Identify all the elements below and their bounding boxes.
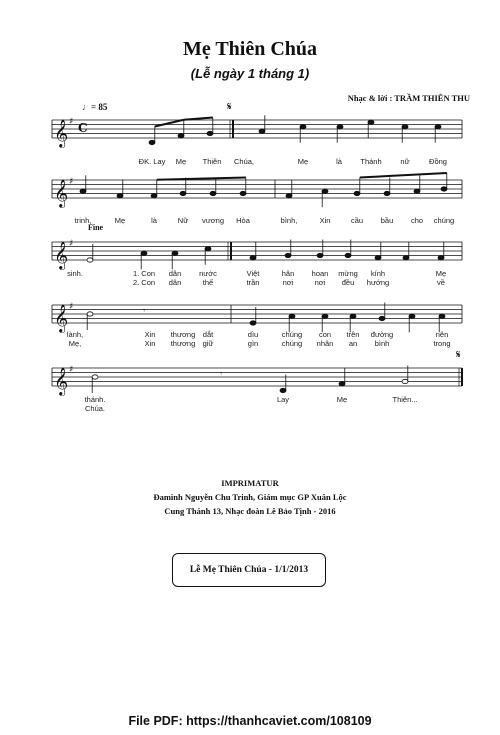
lyric-syllable: hoan: [311, 269, 329, 278]
note-head: [87, 312, 93, 316]
sharp-icon: ♯: [69, 117, 74, 127]
composer-credit: Nhạc & lời : TRẦM THIÊN THU: [347, 93, 470, 103]
note-head: [240, 191, 246, 195]
note-head: [280, 388, 286, 392]
note-head: [149, 140, 155, 144]
lyric-syllable: Thiên: [202, 157, 222, 166]
lyric-syllable: cho: [410, 216, 424, 225]
lyric-syllable: giữ: [202, 339, 214, 348]
note-head: [384, 191, 390, 195]
beam: [155, 120, 184, 127]
lyric-syllable: sinh.: [67, 269, 83, 278]
note-head: [435, 125, 441, 129]
lyric-syllable: con: [318, 330, 332, 339]
note-head: [207, 131, 213, 135]
segno-icon: 𝄋: [227, 100, 232, 113]
lyric-syllable: thương: [170, 339, 196, 348]
lyric-syllable: Mẹ: [435, 269, 447, 278]
treble-clef-icon: 𝄞: [54, 304, 69, 332]
note-head: [289, 314, 295, 318]
occasion-box: [172, 553, 326, 587]
note-head: [92, 375, 98, 379]
note-head: [402, 379, 408, 383]
lyric-syllable: Xin: [144, 339, 156, 348]
note-head: [322, 189, 328, 193]
note-head: [339, 382, 345, 386]
sharp-icon: ♯: [69, 177, 74, 187]
treble-clef-icon: 𝄞: [54, 119, 69, 147]
lyric-syllable: Mẹ: [297, 157, 309, 166]
lyric-syllable: nơi: [314, 278, 326, 287]
note-head: [205, 247, 211, 251]
lyric-syllable: kính: [370, 269, 386, 278]
lyric-syllable: thánh.: [84, 395, 106, 404]
lyric-syllable: chúng: [433, 216, 455, 225]
lyric-syllable: là: [336, 157, 342, 166]
lyric-syllable: 2. Con: [132, 278, 156, 287]
beam: [360, 173, 447, 178]
lyric-syllable: là: [151, 216, 157, 225]
lyric-syllable: nhân: [316, 339, 334, 348]
note-head: [250, 256, 256, 260]
note-head: [180, 191, 186, 195]
sharp-icon: ♯: [69, 239, 74, 249]
note-head: [438, 256, 444, 260]
lyric-syllable: Lay: [276, 395, 290, 404]
note-head: [259, 129, 265, 133]
lyric-syllable: trần: [246, 278, 260, 287]
lyric-syllable: hướng: [366, 278, 390, 287]
note-head: [439, 314, 445, 318]
note-head: [414, 189, 420, 193]
lyric-syllable: trong: [433, 339, 451, 348]
eighth-rest-icon: 𝄾: [143, 306, 146, 315]
note-head: [337, 125, 343, 129]
lyric-syllable: đều: [341, 278, 355, 287]
segno-icon: 𝄋: [456, 348, 461, 361]
pdf-link-footer[interactable]: File PDF: https://thanhcaviet.com/108109: [128, 714, 372, 728]
lyric-syllable: hân: [281, 269, 295, 278]
note-head: [441, 187, 447, 191]
note-head: [300, 125, 306, 129]
lyric-syllable: dắt: [202, 330, 214, 339]
song-title: Mẹ Thiên Chúa: [182, 38, 318, 60]
note-head: [350, 314, 356, 318]
lyric-syllable: thương: [170, 330, 196, 339]
tempo-mark: ♩= 85: [82, 102, 108, 112]
note-head: [117, 194, 123, 198]
lyric-syllable: bình: [374, 339, 390, 348]
lyric-syllable: Xin: [319, 216, 331, 225]
note-head: [151, 194, 157, 198]
note-head: [210, 191, 216, 195]
lyric-syllable: Mẹ: [175, 157, 187, 166]
note-head: [409, 314, 415, 318]
lyric-syllable: dân: [168, 278, 182, 287]
lyric-syllable: 1. Con: [132, 269, 156, 278]
lyric-syllable: dìu: [247, 330, 259, 339]
lyric-syllable: trên: [346, 330, 360, 339]
lyric-syllable: dân: [168, 269, 182, 278]
lyric-syllable: chúng: [281, 330, 303, 339]
occasion-label: Lễ Mẹ Thiên Chúa - 1/1/2013: [189, 565, 309, 575]
treble-clef-icon: 𝄞: [54, 179, 69, 207]
lyric-syllable: vương: [201, 216, 225, 225]
note-head: [403, 256, 409, 260]
treble-clef-icon: 𝄞: [54, 367, 69, 395]
lyric-syllable: đường: [370, 330, 394, 339]
lyric-syllable: bình,: [280, 216, 298, 225]
lyric-syllable: về: [437, 278, 445, 287]
note-head: [368, 120, 374, 124]
lyric-syllable: gìn: [247, 339, 259, 348]
lyric-syllable: lành,: [66, 330, 84, 339]
lyric-syllable: Hòa: [236, 216, 250, 225]
treble-clef-icon: 𝄞: [54, 241, 69, 269]
lyric-syllable: chúng: [281, 339, 303, 348]
lyric-syllable: Thánh: [360, 157, 382, 166]
note-head: [141, 251, 147, 255]
lyric-syllable: Chúa,: [233, 157, 255, 166]
lyric-syllable: an: [348, 339, 358, 348]
lyric-syllable: cầu: [350, 216, 364, 225]
lyric-syllable: nước: [199, 269, 217, 278]
lyric-syllable: ĐK. Lay: [138, 157, 166, 166]
lyric-syllable: Thiên...: [392, 395, 418, 404]
lyric-syllable: Xin: [144, 330, 156, 339]
imprimatur-bishop: Đaminh Nguyễn Chu Trinh, Giám mục GP Xuân Lộc: [153, 492, 347, 502]
note-head: [285, 253, 291, 257]
note-head: [354, 191, 360, 195]
beam: [184, 118, 213, 120]
lyric-syllable: trinh,: [74, 216, 92, 225]
note-head: [317, 253, 323, 257]
eighth-rest-icon: 𝄾: [220, 369, 223, 378]
note-head: [80, 189, 86, 193]
note-head: [375, 256, 381, 260]
note-head: [87, 258, 93, 262]
note-head: [402, 125, 408, 129]
sharp-icon: ♯: [69, 365, 74, 375]
note-head: [286, 194, 292, 198]
note-head: [379, 316, 385, 320]
note-head: [322, 314, 328, 318]
lyric-syllable: Mẹ,: [68, 339, 82, 348]
lyric-syllable: Đồng: [429, 157, 447, 166]
note-head: [345, 253, 351, 257]
lyric-syllable: mừng: [338, 269, 358, 278]
song-subtitle: (Lễ ngày 1 tháng 1): [190, 66, 310, 81]
lyric-syllable: nơi: [282, 278, 294, 287]
note-head: [178, 134, 184, 138]
lyric-syllable: Chúa.: [84, 404, 106, 413]
imprimatur-source: Cung Thánh 13, Nhạc đoàn Lê Bảo Tịnh - 2016: [164, 506, 336, 516]
common-time-icon: C: [78, 121, 88, 135]
lyric-syllable: Mẹ: [336, 395, 348, 404]
beam: [157, 178, 246, 180]
lyric-syllable: Việt: [246, 269, 260, 278]
note-head: [250, 321, 256, 325]
fine-mark: Fine: [88, 223, 104, 232]
note-head: [172, 251, 178, 255]
lyric-syllable: nên: [435, 330, 449, 339]
lyric-syllable: bầu: [380, 216, 394, 225]
lyric-syllable: nữ: [400, 157, 410, 166]
sharp-icon: ♯: [69, 302, 74, 312]
lyric-syllable: Mẹ: [114, 216, 126, 225]
lyric-syllable: Nữ: [177, 216, 189, 225]
lyric-syllable: thế: [202, 278, 214, 287]
imprimatur-label: IMPRIMATUR: [221, 478, 279, 488]
